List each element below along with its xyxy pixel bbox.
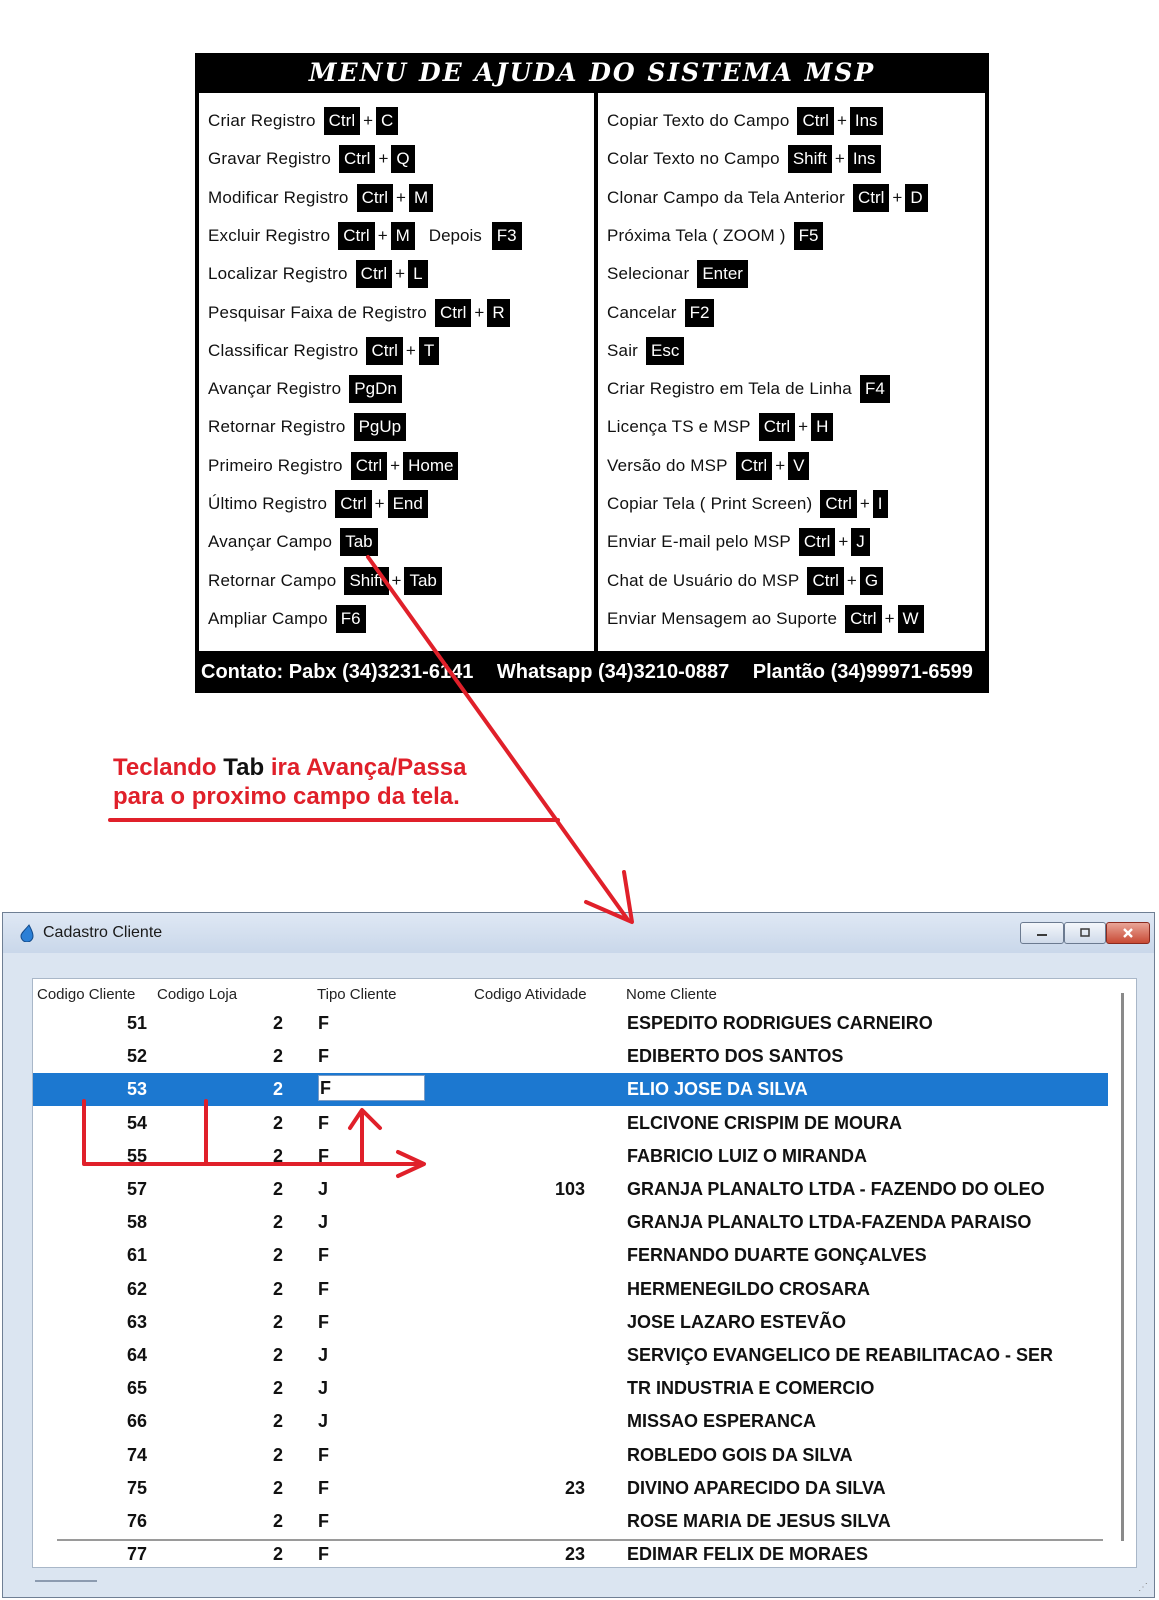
shortcut-label: Criar Registro em Tela de Linha	[607, 379, 852, 399]
key-cap: Ctrl	[366, 337, 402, 365]
annotation-line-2: para o proximo campo da tela.	[113, 783, 460, 810]
cell-codigo-cliente[interactable]: 76	[126, 1511, 147, 1531]
header-codigo-cliente[interactable]: Codigo Cliente	[37, 986, 136, 1003]
right-shortcut-row	[607, 413, 833, 441]
key-cap: Shift	[344, 567, 388, 595]
plus-sign: +	[838, 532, 849, 552]
cell-codigo-loja[interactable]: 2	[272, 1179, 283, 1199]
left-shortcut-row	[208, 605, 366, 633]
footer-whatsapp: Whatsapp (34)3210-0887	[496, 661, 730, 683]
header-codigo-atividade[interactable]: Codigo Atividade	[474, 986, 587, 1003]
help-card	[195, 53, 989, 693]
left-shortcut-row	[208, 260, 428, 288]
cell-codigo-cliente[interactable]: 52	[126, 1046, 147, 1067]
key-cap: Ctrl	[351, 452, 387, 480]
right-shortcut-row	[607, 184, 928, 212]
shortcut-label: Copiar Tela ( Print Screen)	[607, 494, 813, 513]
cell-codigo-cliente[interactable]: 61	[126, 1245, 147, 1266]
cell-codigo-loja[interactable]: 2	[272, 1477, 283, 1498]
shortcut-label: Próxima Tela ( ZOOM )	[607, 225, 786, 245]
shortcut-after-text: Depois	[428, 225, 482, 245]
annotation-key: Tab	[223, 754, 265, 781]
right-shortcut-row	[607, 452, 809, 480]
key-cap: Ctrl	[845, 605, 881, 633]
cell-codigo-cliente[interactable]: 58	[126, 1212, 147, 1233]
cadastro-cliente-window	[2, 912, 1155, 1598]
cell-nome-cliente[interactable]: ROBLEDO GOIS DA SILVA	[627, 1444, 853, 1465]
window-title: Cadastro Cliente	[43, 924, 163, 941]
vertical-scrollbar[interactable]	[1113, 981, 1133, 1567]
help-left-column	[199, 93, 594, 651]
plus-sign: +	[378, 149, 389, 169]
key-cap: M	[409, 184, 433, 212]
plus-sign: +	[405, 340, 416, 360]
key-cap: Ctrl	[339, 145, 375, 173]
key-cap: Ctrl	[853, 184, 889, 212]
cell-codigo-cliente[interactable]: 66	[126, 1411, 147, 1432]
plus-sign: +	[834, 149, 845, 169]
shortcut-label: Sair	[607, 340, 639, 360]
cell-tipo-cliente[interactable]: J	[318, 1212, 329, 1233]
key-cap: H	[811, 413, 833, 441]
cell-codigo-cliente[interactable]: 55	[126, 1145, 147, 1166]
cell-tipo-cliente[interactable]: F	[318, 1511, 329, 1531]
cell-nome-cliente[interactable]: EDIMAR FELIX DE MORAES	[627, 1544, 869, 1565]
cell-codigo-cliente[interactable]: 77	[126, 1544, 147, 1565]
table-row[interactable]	[33, 1107, 1108, 1140]
key-cap: V	[788, 452, 809, 480]
cell-nome-cliente[interactable]: FABRICIO LUIZ O MIRANDA	[627, 1145, 867, 1166]
table-row[interactable]	[33, 1273, 1108, 1306]
left-shortcut-row	[208, 413, 406, 441]
cell-nome-cliente[interactable]: DIVINO APARECIDO DA SILVA	[627, 1477, 886, 1498]
cell-codigo-atividade[interactable]: 103	[554, 1179, 585, 1199]
table-row[interactable]	[33, 1206, 1108, 1239]
key-cap: Ctrl	[335, 490, 371, 518]
table-row[interactable]	[33, 1040, 1108, 1073]
cell-codigo-loja[interactable]: 2	[272, 1079, 283, 1100]
shortcut-label: Gravar Registro	[208, 149, 331, 169]
cell-codigo-cliente[interactable]: 53	[126, 1079, 147, 1100]
cell-tipo-cliente[interactable]: F	[318, 1544, 329, 1565]
cell-codigo-cliente[interactable]: 51	[126, 1013, 147, 1033]
cell-tipo-cliente[interactable]: F	[318, 1013, 329, 1033]
header-codigo-loja[interactable]: Codigo Loja	[157, 986, 238, 1003]
plus-sign: +	[395, 264, 406, 284]
shortcut-label: Retornar Registro	[208, 417, 346, 437]
cell-codigo-loja[interactable]: 2	[272, 1444, 283, 1465]
cell-codigo-loja[interactable]: 2	[272, 1278, 283, 1299]
table-row[interactable]	[33, 1439, 1108, 1472]
shortcut-label: Ampliar Campo	[208, 608, 328, 628]
key-cap: Ctrl	[736, 452, 772, 480]
table-row-selected[interactable]	[33, 1073, 1108, 1106]
plus-sign: +	[798, 417, 809, 437]
cell-codigo-loja[interactable]: 2	[272, 1311, 283, 1332]
key-cap: Shift	[788, 145, 832, 173]
plus-sign: +	[892, 187, 903, 207]
cell-codigo-cliente[interactable]: 75	[126, 1477, 147, 1498]
table-row[interactable]	[33, 1505, 1108, 1538]
shortcut-label: Versão do MSP	[607, 455, 728, 475]
table-row[interactable]	[33, 1239, 1108, 1272]
plus-sign: +	[390, 455, 401, 475]
client-grid	[32, 978, 1137, 1568]
shortcut-label: Classificar Registro	[208, 340, 359, 360]
cell-codigo-atividade[interactable]: 23	[564, 1477, 585, 1498]
cell-tipo-cliente[interactable]: F	[318, 1112, 329, 1133]
shortcut-label: Chat de Usuário do MSP	[607, 570, 800, 590]
key-cap: Q	[391, 145, 414, 173]
right-shortcut-row	[607, 222, 823, 250]
key-cap: Ctrl	[759, 413, 795, 441]
table-row[interactable]	[33, 1372, 1108, 1405]
shortcut-label: Enviar Mensagem ao Suporte	[607, 608, 838, 628]
key-cap: I	[873, 490, 888, 518]
key-cap: F5	[794, 222, 824, 250]
cell-codigo-loja[interactable]: 2	[272, 1544, 283, 1565]
minimize-icon	[1036, 929, 1048, 937]
cell-nome-cliente[interactable]: ROSE MARIA DE JESUS SILVA	[627, 1511, 891, 1531]
cell-nome-cliente[interactable]: ELIO JOSE DA SILVA	[627, 1079, 808, 1100]
cell-tipo-cliente[interactable]: F	[318, 1145, 329, 1166]
key-cap: Ctrl	[338, 222, 374, 250]
cell-codigo-loja[interactable]: 2	[272, 1112, 283, 1133]
status-bar	[3, 1568, 1154, 1597]
help-footer	[195, 651, 989, 693]
cell-nome-cliente[interactable]: JOSE LAZARO ESTEVÃO	[627, 1311, 847, 1332]
minimize-button[interactable]	[1020, 922, 1064, 944]
shortcut-label: Colar Texto no Campo	[607, 149, 780, 169]
shortcut-label: Cancelar	[607, 302, 677, 322]
key-cap: T	[419, 337, 439, 365]
key-cap: Ctrl	[324, 107, 360, 135]
grid-header	[33, 979, 1136, 1007]
key-cap: Ctrl	[820, 490, 856, 518]
key-cap: Tab	[404, 567, 441, 595]
footer-contato: Contato: Pabx (34)3231-6141	[201, 661, 474, 683]
key-cap: Ins	[850, 107, 883, 135]
cell-tipo-cliente[interactable]: F	[318, 1444, 329, 1465]
cell-codigo-atividade[interactable]: 23	[564, 1544, 585, 1565]
key-cap: F4	[860, 375, 890, 403]
key-cap: C	[376, 107, 398, 135]
right-shortcut-row	[607, 107, 883, 135]
table-row[interactable]	[33, 1173, 1108, 1206]
key-cap: PgUp	[354, 413, 407, 441]
help-title: MENU DE AJUDA DO SISTEMA MSP	[308, 58, 876, 87]
table-row[interactable]	[33, 1007, 1108, 1040]
cell-codigo-loja[interactable]: 2	[272, 1013, 283, 1033]
shortcut-label: Licença TS e MSP	[607, 417, 751, 437]
right-shortcut-row	[607, 299, 714, 327]
left-shortcut-row	[208, 567, 442, 595]
cell-nome-cliente[interactable]: GRANJA PLANALTO LTDA-FAZENDA PARAISO	[627, 1212, 1032, 1233]
cell-nome-cliente[interactable]: TR INDUSTRIA E COMERCIO	[627, 1378, 875, 1399]
header-tipo-cliente[interactable]: Tipo Cliente	[317, 986, 397, 1003]
key-cap: Ctrl	[797, 107, 833, 135]
key-cap: Ctrl	[807, 567, 843, 595]
cell-tipo-cliente[interactable]: J	[318, 1411, 329, 1432]
cell-codigo-loja[interactable]: 2	[272, 1145, 283, 1166]
cell-tipo-cliente[interactable]: J	[318, 1378, 329, 1399]
left-shortcut-row	[208, 222, 522, 250]
plus-sign: +	[363, 111, 374, 130]
right-shortcut-row	[607, 567, 883, 595]
key-cap: Ctrl	[799, 528, 835, 556]
shortcut-label: Localizar Registro	[208, 264, 348, 284]
cell-tipo-cliente[interactable]: F	[318, 1477, 329, 1498]
key-cap: F2	[685, 299, 715, 327]
plus-sign: +	[859, 494, 870, 513]
key-cap: Ctrl	[435, 299, 471, 327]
key-cap: PgDn	[349, 375, 402, 403]
table-row[interactable]	[33, 1339, 1108, 1372]
table-row[interactable]	[33, 1472, 1108, 1505]
cell-nome-cliente[interactable]: SERVIÇO EVANGELICO DE REABILITACAO - SER	[627, 1345, 1054, 1365]
cell-codigo-cliente[interactable]: 65	[126, 1378, 147, 1399]
right-shortcut-row	[607, 145, 881, 173]
cell-codigo-cliente[interactable]: 64	[126, 1345, 147, 1365]
table-row[interactable]	[33, 1405, 1108, 1438]
cell-codigo-loja[interactable]: 2	[272, 1212, 283, 1233]
cell-codigo-loja[interactable]: 2	[272, 1378, 283, 1399]
cell-nome-cliente[interactable]: GRANJA PLANALTO LTDA - FAZENDO DO OLEO	[627, 1179, 1045, 1199]
key-cap: D	[905, 184, 927, 212]
status-panel	[35, 1580, 97, 1582]
shortcut-label: Copiar Texto do Campo	[607, 111, 790, 130]
cell-tipo-cliente[interactable]: F	[318, 1046, 329, 1067]
cell-codigo-cliente[interactable]: 62	[126, 1278, 147, 1299]
plus-sign: +	[396, 187, 406, 207]
cell-nome-cliente[interactable]: FERNANDO DUARTE GONÇALVES	[627, 1245, 927, 1266]
window-titlebar[interactable]	[3, 913, 1154, 953]
maximize-button[interactable]	[1064, 922, 1106, 944]
left-shortcut-row	[208, 299, 510, 327]
key-cap: J	[851, 528, 870, 556]
cell-codigo-cliente[interactable]: 74	[126, 1444, 147, 1465]
right-shortcut-row	[607, 337, 684, 365]
shortcut-label: Último Registro	[208, 494, 328, 513]
cell-codigo-loja[interactable]: 2	[272, 1411, 283, 1432]
plus-sign: +	[884, 608, 895, 628]
right-shortcut-row	[607, 605, 924, 633]
shortcut-label: Excluir Registro	[208, 225, 331, 245]
key-cap: M	[391, 222, 415, 250]
cell-nome-cliente[interactable]: HERMENEGILDO CROSARA	[627, 1278, 871, 1299]
table-row[interactable]	[33, 1306, 1108, 1339]
help-right-column	[598, 93, 985, 651]
key-cap: Tab	[340, 528, 377, 556]
footer-plantao: Plantão (34)99971-6599	[752, 661, 973, 683]
left-shortcut-row	[208, 490, 428, 518]
cell-codigo-cliente[interactable]: 57	[126, 1179, 147, 1199]
cell-tipo-cliente[interactable]: J	[318, 1345, 329, 1365]
restore-icon	[1078, 927, 1092, 939]
cell-codigo-cliente[interactable]: 63	[126, 1311, 147, 1332]
plus-sign: +	[474, 302, 485, 322]
right-shortcut-row	[607, 490, 888, 518]
plus-sign: +	[374, 494, 385, 513]
cell-tipo-cliente[interactable]: F	[318, 1245, 329, 1266]
cell-tipo-cliente[interactable]: J	[318, 1179, 329, 1199]
header-nome-cliente[interactable]: Nome Cliente	[626, 986, 717, 1003]
left-shortcut-row	[208, 107, 398, 135]
left-shortcut-row	[208, 145, 415, 173]
cell-nome-cliente[interactable]: EDIBERTO DOS SANTOS	[627, 1046, 844, 1067]
key-cap: Ctrl	[357, 184, 393, 212]
annotation-part-2: ira Avança/Passa	[270, 754, 467, 781]
plus-sign: +	[391, 570, 402, 590]
key-cap: F3	[492, 222, 522, 250]
key-cap: G	[860, 567, 883, 595]
close-icon	[1121, 927, 1135, 939]
right-shortcut-row	[607, 375, 890, 403]
shortcut-label: Avançar Registro	[208, 379, 342, 399]
left-shortcut-row	[208, 375, 402, 403]
key-cap: Ins	[848, 145, 881, 173]
app-drop-icon	[19, 924, 35, 942]
left-shortcut-row	[208, 184, 433, 212]
resize-grip-icon[interactable]: ⋰	[1138, 1582, 1148, 1593]
right-shortcut-row	[607, 260, 748, 288]
shortcut-label: Selecionar	[607, 264, 690, 284]
cell-codigo-loja[interactable]: 2	[272, 1345, 283, 1365]
key-cap: Enter	[697, 260, 748, 288]
annotation-line-1	[113, 753, 467, 782]
cell-codigo-cliente[interactable]: 54	[126, 1112, 147, 1133]
cell-nome-cliente[interactable]: ELCIVONE CRISPIM DE MOURA	[627, 1112, 903, 1133]
plus-sign: +	[836, 111, 847, 130]
horizontal-scrollbar[interactable]	[23, 1537, 1113, 1543]
shortcut-label: Avançar Campo	[208, 532, 333, 552]
cell-nome-cliente[interactable]: ESPEDITO RODRIGUES CARNEIRO	[627, 1013, 933, 1033]
key-cap: End	[388, 490, 428, 518]
shortcut-label: Pesquisar Faixa de Registro	[208, 302, 427, 322]
cell-tipo-cliente[interactable]: F	[318, 1278, 329, 1299]
key-cap: Ctrl	[356, 260, 392, 288]
left-shortcut-row	[208, 452, 458, 480]
shortcut-label: Retornar Campo	[208, 570, 337, 590]
table-row[interactable]	[33, 1140, 1108, 1173]
cell-tipo-cliente[interactable]: F	[318, 1311, 329, 1332]
tipo-cliente-edit-field[interactable]: F	[318, 1075, 425, 1101]
left-shortcut-row	[208, 337, 439, 365]
annotation-part-1: Teclando	[113, 754, 217, 781]
key-cap: Home	[403, 452, 458, 480]
shortcut-label: Modificar Registro	[208, 187, 349, 207]
right-shortcut-row	[607, 528, 870, 556]
left-shortcut-row	[208, 528, 378, 556]
key-cap: L	[408, 260, 427, 288]
shortcut-label: Enviar E-mail pelo MSP	[607, 532, 791, 552]
cell-nome-cliente[interactable]: MISSAO ESPERANCA	[627, 1411, 817, 1432]
key-cap: R	[487, 299, 509, 327]
key-cap: Esc	[646, 337, 684, 365]
shortcut-label: Clonar Campo da Tela Anterior	[607, 187, 845, 207]
annotation-text	[113, 753, 467, 811]
plus-sign: +	[775, 455, 786, 475]
close-button[interactable]	[1106, 922, 1150, 944]
cell-codigo-loja[interactable]: 2	[272, 1046, 283, 1067]
cell-codigo-loja[interactable]: 2	[272, 1245, 283, 1266]
key-cap: W	[898, 605, 924, 633]
key-cap: F6	[336, 605, 366, 633]
vertical-scrollbar-thumb[interactable]	[1121, 993, 1124, 1541]
plus-sign: +	[377, 225, 388, 245]
shortcut-label: Criar Registro	[208, 111, 316, 130]
cell-codigo-loja[interactable]: 2	[272, 1511, 283, 1531]
shortcut-label: Primeiro Registro	[208, 455, 343, 475]
plus-sign: +	[846, 570, 857, 590]
